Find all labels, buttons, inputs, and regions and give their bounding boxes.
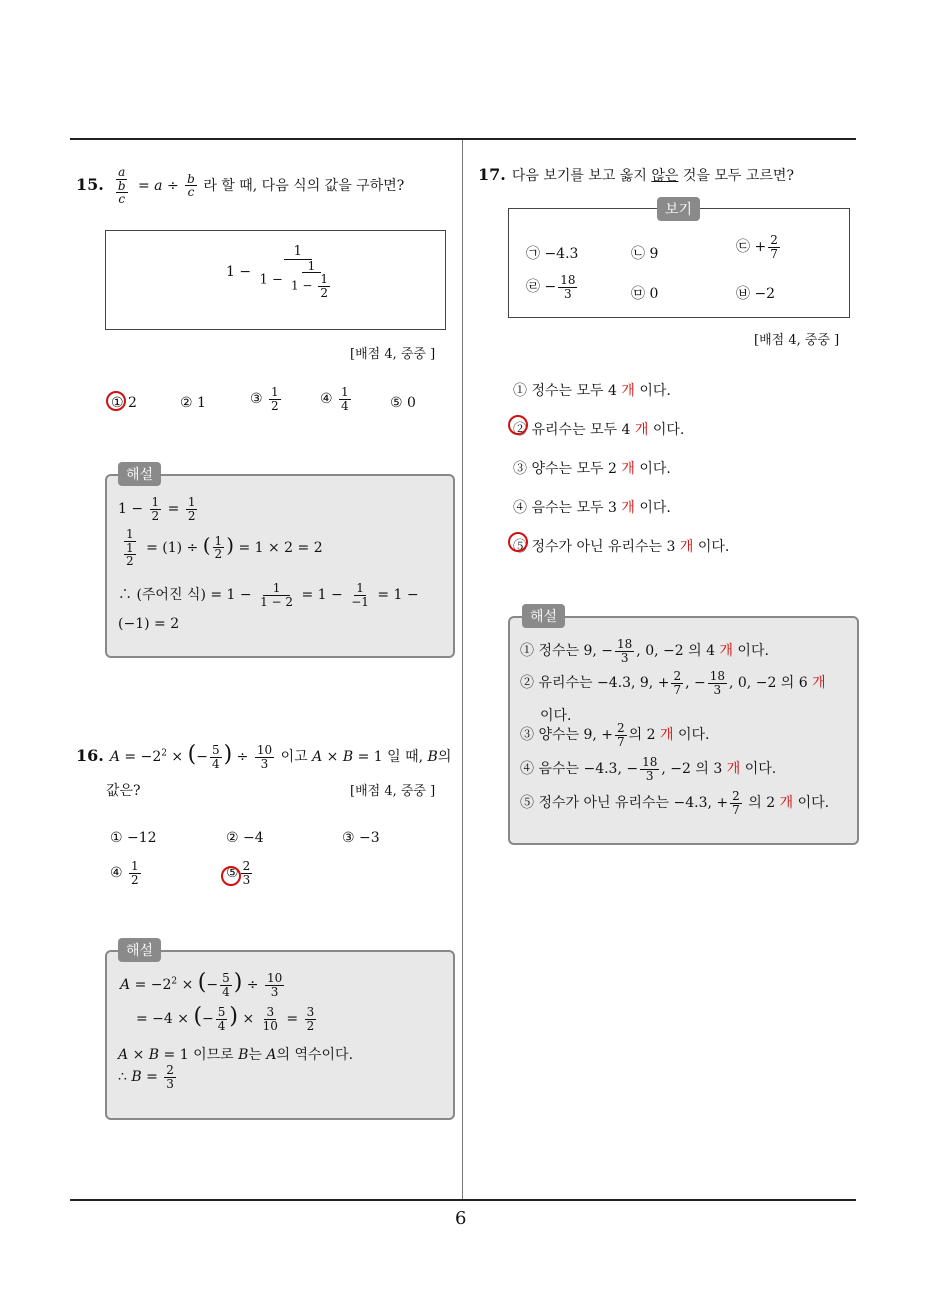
q16-choice-1[interactable]: ① −12 — [110, 830, 157, 846]
q17-stem: 17. 다음 보기를 보고 옳지 않은 것을 모두 고르면? — [478, 165, 794, 184]
q15-solution-tag: 해설 — [118, 462, 161, 486]
q16-stem: 16. $A = -2^2$ × (− $\frac{5}{4}$ ) ÷ $\frac{10}{3}$ 이고 A × B = 1 일 때, B의 — [76, 742, 452, 771]
q16-choice-2[interactable]: ② −4 — [226, 830, 264, 846]
q16-answer-mark — [221, 866, 241, 886]
q17-points: [배점 4, 중중 ] — [754, 333, 840, 348]
q15-choice-4[interactable]: ④ $\frac{1}{4}$ — [320, 385, 349, 413]
q17-sol-line4: ④ 음수는 −4.3, − $\frac{18}{3}$ , −2 의 3 개 이다. — [520, 755, 777, 783]
q17-answer-mark-5 — [508, 532, 528, 552]
q16-choice-4[interactable]: ④ $\frac{1}{2}$ — [110, 859, 139, 887]
q15-sol-line3: ∴ (주어진 식) = 1 − $\frac{1}{1 - 2}$ = 1 − $\frac{1}{-1}$ = 1 − — [118, 581, 419, 609]
q16-solution-tag: 해설 — [118, 938, 161, 962]
q15-sol-line4: (−1) = 2 — [118, 616, 180, 632]
q15-answer-mark — [106, 391, 126, 411]
q15-text: 라 할 때, 다음 식의 값을 구하면? — [203, 177, 405, 194]
q17-solution-tag: 해설 — [522, 604, 565, 628]
q16-sol-line4: ∴ B = $\frac{2}{3}$ — [118, 1063, 174, 1091]
q17-answer-mark-2 — [508, 415, 528, 435]
q17-choice-4[interactable]: ④ 음수는 모두 3 개 이다. — [513, 500, 671, 516]
q15-choice-1[interactable]: ① 2 — [111, 395, 137, 411]
q16-sol-line1: $A = -2^2$ × (− $\frac{5}{4}$ ) ÷ $\frac{10}{3}$ — [120, 970, 283, 999]
q16-sol-line2: = −4 × (− $\frac{5}{4}$ ) × $\frac{3}{10}$ = $\frac{3}{2}$ — [136, 1004, 315, 1033]
q15-points: [배점 4, 중중 ] — [350, 347, 436, 362]
q15-number: 15. — [76, 174, 104, 194]
q15-sol-line2: $\frac{1}{\frac{1}{2}}$ = (1) ÷ ( $\frac{1}{2}$ ) = 1 × 2 = 2 — [126, 527, 323, 569]
q16-choice-5[interactable]: ⑤ $\frac{2}{3}$ — [226, 859, 251, 887]
q17-example-tag: 보기 — [657, 197, 700, 221]
q16-number: 16. — [76, 746, 104, 765]
q16-choice-3[interactable]: ③ −3 — [342, 830, 380, 846]
q15-choice-5[interactable]: ⑤ 0 — [390, 395, 416, 411]
q17-sol-line3: ③ 양수는 9, + $\frac{2}{7}$ 의 2 개 이다. — [520, 721, 710, 749]
q17-item-2: ㉡ 9 — [631, 246, 659, 262]
q17-choice-1[interactable]: ① 정수는 모두 4 개 이다. — [513, 383, 671, 399]
q17-choice-2[interactable]: ② 유리수는 모두 4 개 이다. — [513, 422, 685, 438]
q17-item-3: ㉢ + $\frac{2}{7}$ — [736, 233, 778, 261]
top-rule — [70, 138, 856, 140]
q15-expression-box: 1 − 1 1 − 1 1 − $\frac{1}{2}$ — [105, 230, 446, 330]
q15-stem: 15. $\frac{a}{\frac{b}{c}}$ = a ÷ $\frac{b}{c}$ 라 할 때, 다음 식의 값을 구하면? — [76, 165, 405, 207]
q17-choice-5[interactable]: ⑤ 정수가 아닌 유리수는 3 개 이다. — [513, 539, 730, 555]
page-number: 6 — [455, 1208, 467, 1229]
q17-item-6: ㉥ −2 — [736, 286, 776, 302]
q15-choice-3[interactable]: ③ $\frac{1}{2}$ — [250, 385, 279, 413]
q17-sol-line2: ② 유리수는 −4.3, 9, + $\frac{2}{7}$ , − $\frac{18}{3}$ , 0, −2 의 6 개 — [520, 669, 826, 697]
q16-points: [배점 4, 중중 ] — [350, 784, 436, 799]
q17-sol-line5: ⑤ 정수가 아닌 유리수는 −4.3, + $\frac{2}{7}$ 의 2 개 이다. — [520, 789, 830, 817]
q16-stem-line2: 값은? — [106, 783, 141, 799]
q17-example-box — [508, 208, 850, 318]
q17-sol-line1: ① 정수는 9, − $\frac{18}{3}$ , 0, −2 의 4 개 이다. — [520, 637, 769, 665]
q17-item-4: ㉣ − $\frac{18}{3}$ — [526, 273, 576, 301]
column-divider — [462, 140, 463, 1200]
q17-item-1: ㉠ −4.3 — [526, 246, 579, 262]
bottom-rule — [70, 1199, 856, 1201]
q15-sol-line1: 1 − $\frac{1}{2}$ = $\frac{1}{2}$ — [118, 495, 196, 523]
q17-item-5: ㉤ 0 — [631, 286, 659, 302]
q15-choice-2[interactable]: ② 1 — [180, 395, 206, 411]
q17-choice-3[interactable]: ③ 양수는 모두 2 개 이다. — [513, 461, 671, 477]
q16-sol-line3: A × B = 1 이므로 B는 A의 역수이다. — [118, 1047, 354, 1063]
q17-sol-line2b: 이다. — [540, 708, 572, 724]
q17-number: 17. — [478, 165, 506, 184]
